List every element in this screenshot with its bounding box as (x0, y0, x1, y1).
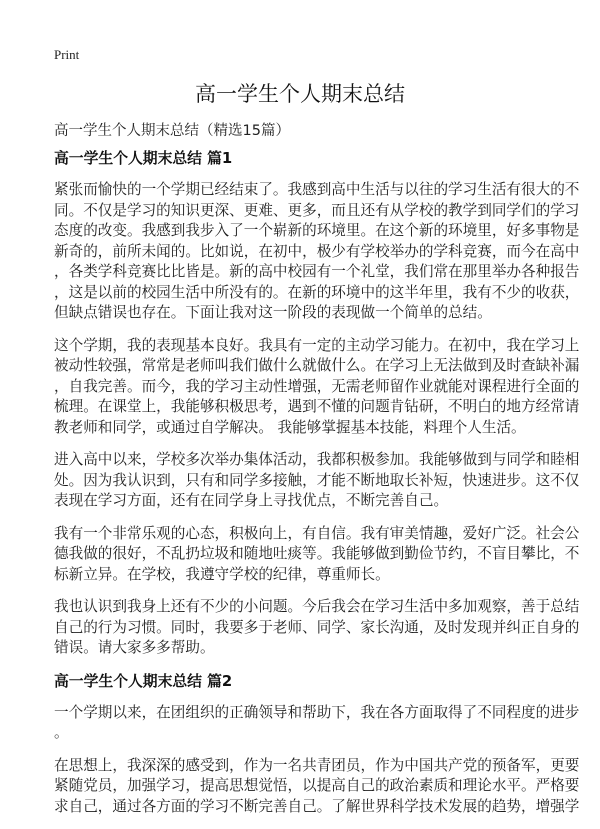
paragraph (54, 597, 580, 659)
text-line: 紧随党员，加强学习，提高思想觉悟，以提高自己的政治素质和理论水平。严格要 (54, 777, 580, 794)
text-line: 这个学期，我的表现基本良好。我具有一定的主动学习能力。在初中，我在学习上 (54, 336, 580, 354)
section-2 (54, 671, 580, 818)
text-line: 在思想上，我深深的感受到，作为一名共青团员，作为中国共产党的预备军，更要 (54, 756, 580, 774)
paragraph (54, 336, 580, 439)
paragraph (54, 180, 580, 324)
text-line: ，这是以前的校园生活中所没有的。在新的环境中的这半年里，我有不少的收获， (54, 283, 580, 301)
text-line: 态度的改变。我感到我步入了一个崭新的环境里。在这个新的环境里，好多事物是 (54, 222, 580, 239)
text-line: 。 (54, 724, 69, 741)
text-line: 标新立异。在学校，我遵守学校的纪律，尊重师长。 (54, 565, 390, 583)
text-line: 教老师和同学，或通过自学解决。 我能够掌握基本技能，料理个人生活。 (54, 418, 526, 436)
paragraph (54, 756, 580, 818)
text-line: 我有一个非常乐观的心态，积极向上，有自信。我有审美情趣，爱好广泛。社会公 (54, 524, 580, 542)
text-line: 但缺点错误也存在。下面让我对这一阶段的表现做一个简单的总结。 (54, 304, 492, 321)
text-line: 新奇的，前所未闻的。比如说，在初中，极少有学校举办的学科竞赛，而今在高中 (54, 242, 580, 260)
text-line: 紧张而愉快的一个学期已经结束了。我感到高中生活与以往的学习生活有很大的不 (54, 181, 580, 198)
paragraph (54, 703, 580, 744)
page-title: 高一学生个人期末总结 (195, 82, 405, 106)
text-line: 表现在学习方面，还有在同学身上寻找优点，不断完善自己。 (54, 492, 449, 509)
text-line: 梳理。在课堂上，我能够积极思考，遇到不懂的问题肯钻研，不明白的地方经常请 (54, 398, 580, 415)
text-line: 自己的行为习惯。同时，我要多于老师、同学、家长沟通，及时发现并纠正自身的 (54, 618, 580, 636)
text-line: ，自我完善。而今，我的学习主动性增强，无需老师留作业就能对课程进行全面的 (54, 377, 580, 395)
text-line: 进入高中以来，学校多次举办集体活动，我都积极参加。我能够做到与同学和睦相 (54, 451, 580, 468)
section-heading: 高一学生个人期末总结 篇2 (54, 672, 233, 690)
paragraph (54, 524, 580, 586)
section-1 (54, 148, 580, 659)
paragraph (54, 450, 580, 512)
document-subtitle: 高一学生个人期末总结（精选15篇） (54, 123, 290, 139)
text-line: 处。因为我认识到，只有和同学多接触，才能不断地取长补短，快速进步。这不仅 (54, 471, 580, 489)
text-line: 错误。请大家多多帮助。 (54, 639, 215, 656)
text-line: 求自己，通过各方面的学习不断完善自己。了解世界科学技术发展的趋势，增强学 (54, 797, 580, 815)
print-link[interactable]: Print (54, 47, 80, 62)
text-line: 被动性较强，常常是老师叫我们做什么就做什么。在学习上无法做到及时查缺补漏 (54, 357, 580, 374)
text-line: ，各类学科竞赛比比皆是。新的高中校园有一个礼堂，我们常在那里举办各种报告 (54, 263, 580, 280)
document-content (54, 148, 580, 829)
text-line: 同。不仅是学习的知识更深、更难、更多，而且还有从学校的教学到同学们的学习 (54, 201, 580, 219)
text-line: 德我做的很好，不乱扔垃圾和随地吐痰等。我能够做到勤俭节约，不盲目攀比，不 (54, 545, 580, 562)
text-line: 一个学期以来，在团组织的正确领导和帮助下，我在各方面取得了不同程度的进步 (54, 703, 580, 721)
text-line: 我也认识到我身上还有不少的小问题。今后我会在学习生活中多加观察，善于总结 (54, 598, 580, 615)
section-heading: 高一学生个人期末总结 篇1 (54, 150, 233, 167)
